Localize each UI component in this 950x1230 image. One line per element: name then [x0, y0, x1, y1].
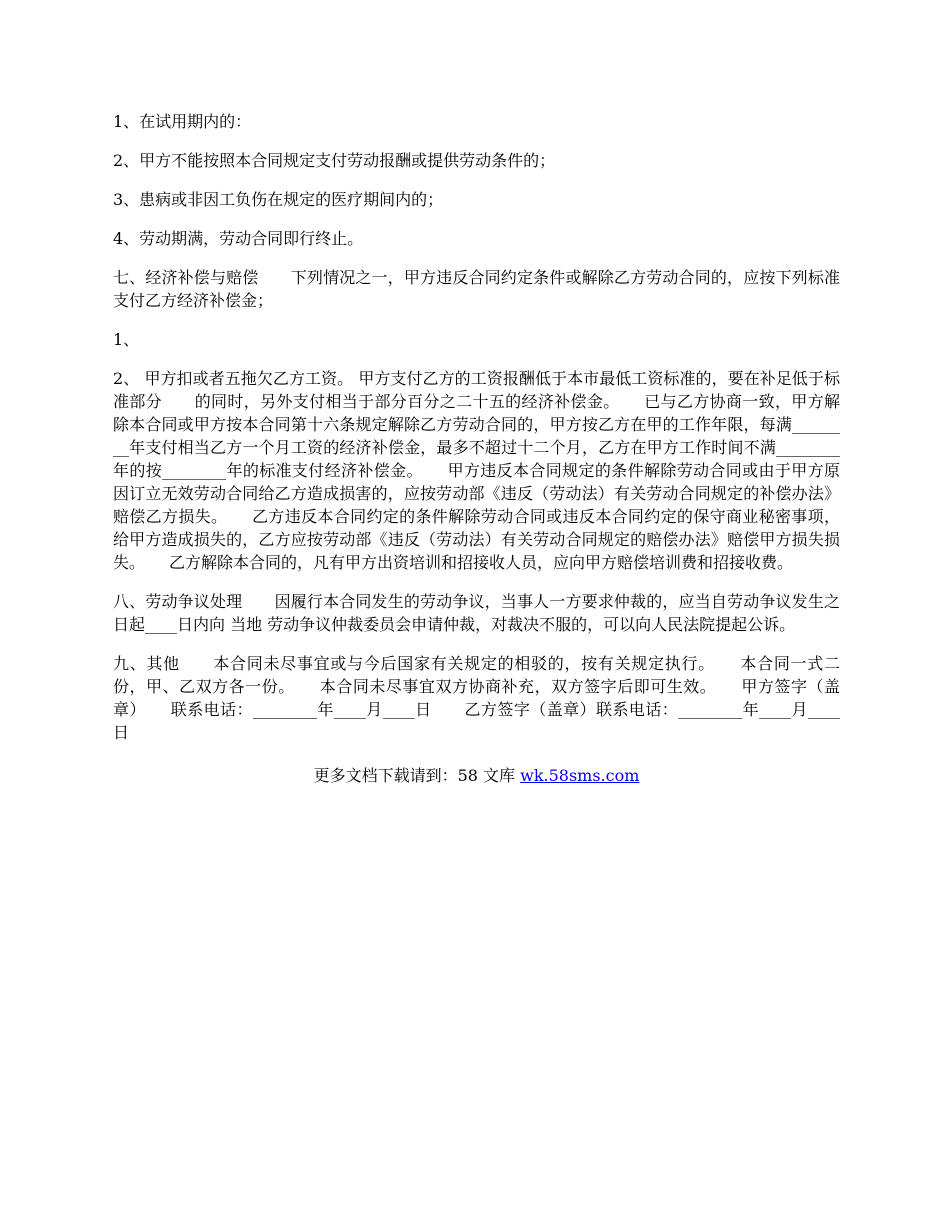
download-footer	[113, 764, 840, 787]
section-9-other: 九、其他 本合同未尽事宜或与今后国家有关规定的相驳的，按有关规定执行。 本合同一式二份，甲、乙双方各一份。 本合同未尽事宜双方协商补充，双方签字后即可生效。 甲方签字（盖章） 联系电话：________年____月____日 乙方签字（盖章）联系电话：________年____月____日	[113, 654, 840, 742]
clause-item-1: 1、在试用期内的：	[113, 112, 252, 131]
clause-item-2: 2、甲方不能按照本合同规定支付劳动报酬或提供劳动条件的；	[113, 151, 556, 170]
section-7-compensation: 七、经济补偿与赔偿 下列情况之一，甲方违反合同约定条件或解除乙方劳动合同的，应按下列标准支付乙方经济补偿金；	[113, 268, 840, 310]
footer-prefix: 更多文档下载请到：58 文库	[313, 766, 521, 785]
compensation-item-2: 2、 甲方扣或者五拖欠乙方工资。 甲方支付乙方的工资报酬低于本市最低工资标准的，要在补足低于标准部分 的同时，另外支付相当于部分百分之二十五的经济补偿金。 已与乙方协商一致，甲方解除本合同或甲方按本合同第十六条规定解除乙方劳动合同的，甲方按乙方在甲的工作年限，每满________年支付相当乙方一个月工资的经济补偿金，最多不超过十二个月，乙方在甲方工作时间不满________年的按________年的标准支付经济补偿金。 甲方违反本合同规定的条件解除劳动合同或由于甲方原因订立无效劳动合同给乙方造成损害的，应按劳动部《违反（劳动法）有关劳动合同规定的补偿办法》赔偿乙方损失。 乙方违反本合同约定的条件解除劳动合同或违反本合同约定的保守商业秘密事项，给甲方造成损失的，乙方应按劳动部《违反（劳动法）有关劳动合同规定的赔偿办法》赔偿甲方损失损失。 乙方解除本合同的，凡有甲方出资培训和招接收人员，应向甲方赔偿培训费和招接收费。	[113, 369, 840, 572]
footer-link[interactable]: wk.58sms.com	[520, 766, 640, 785]
clause-item-3: 3、患病或非因工负伤在规定的医疗期间内的；	[113, 190, 444, 209]
compensation-item-1: 1、	[113, 330, 140, 349]
section-8-dispute: 八、劳动争议处理 因履行本合同发生的劳动争议，当事人一方要求仲裁的，应当自劳动争议发生之日起____日内向 当地 劳动争议仲裁委员会申请仲裁，对裁决不服的，可以向人民法院提起公诉。	[113, 592, 840, 634]
clause-item-4: 4、劳动期满，劳动合同即行终止。	[113, 229, 364, 248]
document-page	[113, 110, 840, 787]
